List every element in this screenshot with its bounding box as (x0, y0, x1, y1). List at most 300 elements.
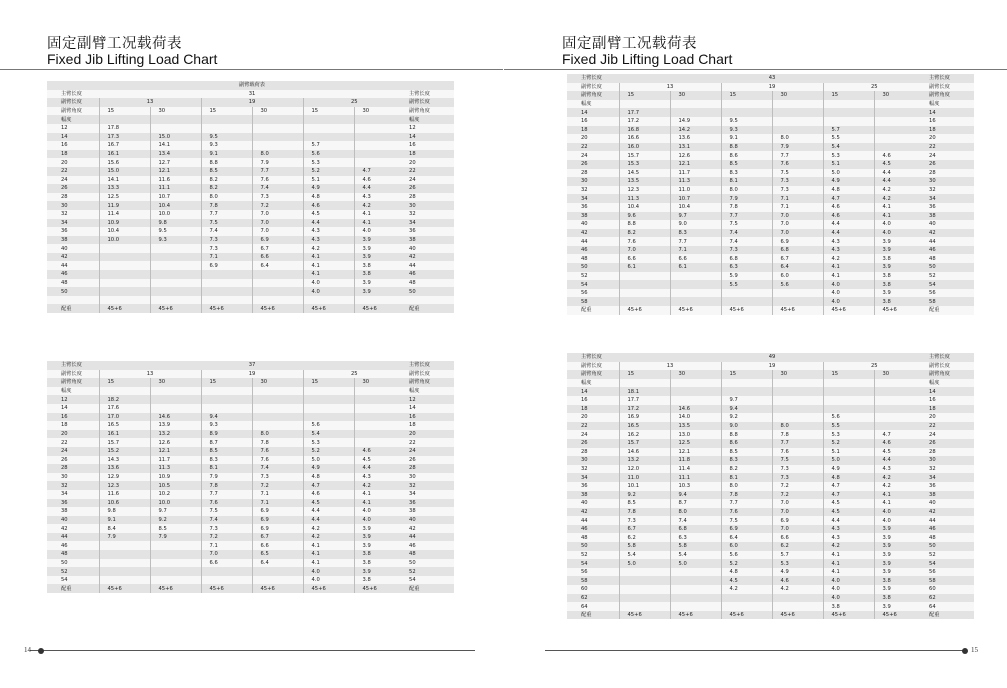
table-row (567, 551, 974, 560)
load-value: 9.6 (619, 212, 670, 221)
counterweight-value: 45+6 (354, 304, 405, 313)
load-value (354, 124, 405, 133)
table-row (567, 263, 974, 272)
radius-value: 18 (567, 126, 619, 135)
counterweight-value: 45+6 (823, 611, 874, 620)
empty-cell (354, 115, 405, 124)
load-value: 11.1 (150, 184, 201, 193)
load-value (303, 404, 354, 413)
table-row (47, 184, 454, 193)
load-value: 17.3 (99, 133, 150, 142)
load-value: 4.7 (823, 194, 874, 203)
load-value: 4.1 (823, 272, 874, 281)
radius-label: 幅度 (47, 387, 99, 396)
load-value: 4.0 (874, 516, 925, 525)
load-value (354, 141, 405, 150)
load-value (823, 108, 874, 117)
load-value (670, 387, 721, 396)
jib-length-value: 25 (823, 83, 925, 92)
radius-value: 20 (567, 134, 619, 143)
load-value (874, 387, 925, 396)
load-value: 5.1 (823, 448, 874, 457)
radius-value: 60 (567, 585, 619, 594)
radius-value: 14 (567, 108, 619, 117)
load-value: 9.2 (721, 413, 772, 422)
main-boom-length-label: 主臂长度 (405, 361, 454, 370)
load-value (670, 289, 721, 298)
table-row (567, 542, 974, 551)
load-value: 5.7 (823, 126, 874, 135)
load-value: 4.6 (354, 176, 405, 185)
load-value: 11.6 (99, 490, 150, 499)
jib-angle-value: 30 (874, 91, 925, 100)
radius-label: 幅度 (567, 100, 619, 109)
radius-value: 18 (47, 421, 99, 430)
empty-cell (874, 379, 925, 388)
load-value: 4.1 (823, 568, 874, 577)
radius-label: 幅度 (405, 115, 454, 124)
load-chart-table-boom-31 (47, 81, 454, 313)
radius-value: 30 (925, 456, 974, 465)
radius-header-row (47, 387, 454, 396)
jib-angle-value: 15 (619, 91, 670, 100)
load-value: 7.6 (252, 176, 303, 185)
radius-value: 24 (567, 151, 619, 160)
load-value: 4.1 (874, 499, 925, 508)
load-value: 5.4 (823, 143, 874, 152)
load-value: 7.9 (99, 533, 150, 542)
radius-value: 20 (405, 158, 454, 167)
radius-value: 18 (47, 150, 99, 159)
load-value: 9.7 (721, 396, 772, 405)
load-value: 8.6 (721, 151, 772, 160)
jib-angle-value: 15 (721, 91, 772, 100)
load-value: 4.7 (823, 491, 874, 500)
radius-value: 14 (405, 133, 454, 142)
radius-value: 56 (567, 568, 619, 577)
load-value (150, 279, 201, 288)
load-value: 7.7 (772, 439, 823, 448)
load-value: 16.1 (99, 150, 150, 159)
load-value: 6.9 (252, 236, 303, 245)
load-value: 13.6 (99, 464, 150, 473)
radius-value: 50 (47, 287, 99, 296)
radius-value: 26 (567, 160, 619, 169)
radius-value: 14 (47, 404, 99, 413)
radius-value: 32 (405, 210, 454, 219)
table-row (47, 244, 454, 253)
radius-header-row (47, 115, 454, 124)
title-divider (504, 69, 1007, 70)
radius-value: 36 (405, 227, 454, 236)
load-value: 12.3 (99, 481, 150, 490)
radius-value: 14 (925, 108, 974, 117)
radius-value: 22 (47, 167, 99, 176)
radius-value: 40 (47, 516, 99, 525)
jib-angle-label: 副臂角度 (567, 370, 619, 379)
load-value: 7.3 (772, 465, 823, 474)
radius-value: 22 (47, 438, 99, 447)
radius-value: 22 (567, 422, 619, 431)
radius-value: 30 (405, 473, 454, 482)
table-row (567, 237, 974, 246)
load-value: 7.3 (721, 246, 772, 255)
load-value: 7.0 (772, 525, 823, 534)
empty-cell (47, 81, 99, 90)
load-value: 5.5 (721, 280, 772, 289)
load-value: 9.2 (619, 491, 670, 500)
load-value: 4.4 (303, 507, 354, 516)
load-value (99, 541, 150, 550)
load-value (99, 550, 150, 559)
load-value (150, 270, 201, 279)
page-title (47, 36, 217, 67)
load-value: 8.3 (670, 229, 721, 238)
table-row (567, 482, 974, 491)
load-value: 3.9 (874, 602, 925, 611)
radius-value: 14 (567, 387, 619, 396)
radius-value: 34 (405, 219, 454, 228)
counterweight-label: 配重 (47, 584, 99, 593)
load-value (670, 594, 721, 603)
jib-angle-label: 副臂角度 (405, 378, 454, 387)
load-value: 8.5 (201, 447, 252, 456)
load-value: 4.0 (874, 508, 925, 517)
table-row (47, 124, 454, 133)
radius-value: 32 (47, 481, 99, 490)
radius-value: 48 (925, 254, 974, 263)
load-value: 6.1 (619, 263, 670, 272)
radius-value: 54 (925, 559, 974, 568)
table-row (47, 438, 454, 447)
load-value: 7.0 (252, 227, 303, 236)
load-value (670, 396, 721, 405)
radius-value: 28 (47, 193, 99, 202)
radius-value: 48 (47, 550, 99, 559)
radius-value: 32 (567, 465, 619, 474)
radius-value: 62 (925, 594, 974, 603)
load-value: 7.2 (252, 481, 303, 490)
load-value: 15.7 (619, 439, 670, 448)
load-value: 5.8 (670, 542, 721, 551)
load-value: 11.7 (670, 169, 721, 178)
load-value (721, 297, 772, 306)
table-row (567, 289, 974, 298)
empty-cell (99, 296, 150, 305)
load-value: 7.7 (721, 499, 772, 508)
load-value: 6.2 (619, 533, 670, 542)
load-value: 4.9 (303, 184, 354, 193)
main-boom-length-row (567, 74, 974, 83)
load-value: 7.7 (252, 167, 303, 176)
radius-value: 40 (925, 499, 974, 508)
load-value: 3.9 (354, 541, 405, 550)
radius-value: 24 (47, 176, 99, 185)
table-row (567, 602, 974, 611)
load-value: 4.1 (354, 210, 405, 219)
load-value (150, 541, 201, 550)
load-value: 7.0 (772, 220, 823, 229)
load-value: 6.6 (252, 253, 303, 262)
table-row (567, 525, 974, 534)
load-value (874, 405, 925, 414)
radius-value: 20 (925, 413, 974, 422)
radius-value: 48 (405, 279, 454, 288)
load-value: 3.8 (354, 270, 405, 279)
load-value (721, 387, 772, 396)
table-row (567, 499, 974, 508)
load-value: 5.3 (823, 151, 874, 160)
load-value (874, 126, 925, 135)
load-value: 6.9 (252, 524, 303, 533)
radius-value: 30 (567, 456, 619, 465)
load-value: 4.1 (823, 559, 874, 568)
load-value: 4.5 (823, 499, 874, 508)
table-row (567, 297, 974, 306)
table-row (567, 220, 974, 229)
radius-value: 38 (47, 236, 99, 245)
load-value: 7.3 (772, 473, 823, 482)
table-row (567, 108, 974, 117)
load-value: 6.7 (772, 254, 823, 263)
radius-value: 16 (567, 117, 619, 126)
load-value: 15.0 (99, 167, 150, 176)
load-value (150, 253, 201, 262)
counterweight-row (567, 611, 974, 620)
load-value: 10.7 (670, 194, 721, 203)
load-value: 12.9 (99, 473, 150, 482)
load-value: 7.8 (619, 508, 670, 517)
table-row (47, 210, 454, 219)
load-value (303, 133, 354, 142)
radius-value: 24 (405, 176, 454, 185)
load-value: 16.2 (619, 430, 670, 439)
radius-value: 58 (567, 297, 619, 306)
load-value: 4.2 (874, 473, 925, 482)
load-value: 4.2 (823, 542, 874, 551)
table-row (47, 447, 454, 456)
load-value: 4.0 (354, 507, 405, 516)
load-value (772, 396, 823, 405)
radius-value: 20 (47, 158, 99, 167)
load-value: 6.3 (670, 533, 721, 542)
radius-value: 58 (567, 576, 619, 585)
radius-value: 16 (405, 413, 454, 422)
radius-header-row (567, 100, 974, 109)
load-value: 12.7 (150, 158, 201, 167)
load-value: 9.3 (201, 141, 252, 150)
load-value: 4.2 (303, 244, 354, 253)
load-value: 13.5 (670, 422, 721, 431)
load-value: 8.9 (201, 430, 252, 439)
radius-value: 42 (567, 508, 619, 517)
table-row (567, 448, 974, 457)
table-row (567, 430, 974, 439)
load-value: 14.3 (99, 456, 150, 465)
load-value (772, 594, 823, 603)
load-value: 7.7 (670, 237, 721, 246)
jib-angle-label: 副臂角度 (925, 370, 974, 379)
radius-value: 48 (925, 533, 974, 542)
counterweight-value: 45+6 (823, 306, 874, 315)
load-value: 7.4 (201, 227, 252, 236)
load-value: 4.9 (303, 464, 354, 473)
radius-value: 40 (567, 499, 619, 508)
load-value: 11.3 (670, 177, 721, 186)
table-row (47, 193, 454, 202)
load-value: 14.1 (150, 141, 201, 150)
load-value: 8.6 (721, 439, 772, 448)
load-value: 15.7 (619, 151, 670, 160)
radius-value: 16 (925, 117, 974, 126)
radius-value: 26 (567, 439, 619, 448)
load-value: 6.4 (252, 559, 303, 568)
load-value: 5.6 (823, 413, 874, 422)
load-value (772, 387, 823, 396)
counterweight-value: 45+6 (150, 304, 201, 313)
radius-value: 46 (925, 525, 974, 534)
load-value: 7.0 (619, 246, 670, 255)
load-value: 3.8 (354, 261, 405, 270)
radius-value: 12 (47, 124, 99, 133)
load-value: 4.0 (823, 289, 874, 298)
load-value: 3.9 (874, 289, 925, 298)
load-value: 5.0 (823, 456, 874, 465)
load-value: 6.6 (772, 533, 823, 542)
load-value (99, 287, 150, 296)
table-row (47, 158, 454, 167)
load-value: 9.3 (150, 236, 201, 245)
load-value: 6.9 (721, 525, 772, 534)
load-value: 3.9 (354, 524, 405, 533)
load-value (772, 289, 823, 298)
counterweight-label: 配重 (405, 304, 454, 313)
load-value: 8.3 (721, 456, 772, 465)
load-value: 6.8 (721, 254, 772, 263)
load-value (150, 244, 201, 253)
load-value: 13.5 (619, 177, 670, 186)
table-row (47, 524, 454, 533)
load-value: 6.4 (252, 261, 303, 270)
load-value (721, 594, 772, 603)
table-row (47, 261, 454, 270)
load-value: 3.9 (354, 567, 405, 576)
load-value: 6.6 (619, 254, 670, 263)
jib-length-label: 副臂长度 (567, 362, 619, 371)
load-value: 5.3 (303, 438, 354, 447)
load-value: 4.5 (354, 456, 405, 465)
counterweight-value: 45+6 (874, 611, 925, 620)
radius-value: 56 (925, 289, 974, 298)
load-chart-table-boom-37 (47, 361, 454, 593)
load-value (619, 594, 670, 603)
load-value: 7.1 (670, 246, 721, 255)
load-value: 7.6 (772, 448, 823, 457)
radius-value: 46 (567, 246, 619, 255)
radius-value: 52 (567, 551, 619, 560)
counterweight-value: 45+6 (619, 306, 670, 315)
radius-value: 34 (567, 473, 619, 482)
table-row (47, 473, 454, 482)
radius-value: 44 (925, 237, 974, 246)
load-value: 12.1 (150, 167, 201, 176)
load-value: 3.9 (354, 236, 405, 245)
load-value (619, 576, 670, 585)
load-value: 8.8 (619, 220, 670, 229)
main-boom-length-label: 主臂长度 (567, 353, 619, 362)
radius-value: 42 (925, 229, 974, 238)
table-row (567, 194, 974, 203)
jib-length-value: 13 (619, 362, 721, 371)
radius-value: 18 (405, 421, 454, 430)
load-value: 13.0 (670, 430, 721, 439)
radius-value: 62 (567, 594, 619, 603)
radius-value: 52 (47, 567, 99, 576)
main-boom-length-row (47, 361, 454, 370)
load-value (823, 387, 874, 396)
radius-value: 20 (567, 413, 619, 422)
jib-angle-label: 副臂角度 (47, 107, 99, 116)
empty-cell (150, 115, 201, 124)
table-row (47, 287, 454, 296)
load-value: 10.9 (99, 219, 150, 228)
radius-value: 20 (47, 430, 99, 439)
counterweight-value: 45+6 (874, 306, 925, 315)
load-value: 4.0 (823, 585, 874, 594)
load-value: 4.2 (874, 482, 925, 491)
radius-value: 44 (405, 261, 454, 270)
load-value: 12.6 (150, 438, 201, 447)
radius-value: 42 (925, 508, 974, 517)
table-row (567, 117, 974, 126)
load-value (354, 413, 405, 422)
radius-value: 22 (405, 167, 454, 176)
table-row (47, 430, 454, 439)
load-value: 10.0 (150, 210, 201, 219)
load-value: 4.8 (823, 473, 874, 482)
load-value: 4.6 (354, 447, 405, 456)
load-value: 9.3 (201, 421, 252, 430)
load-value: 4.4 (874, 177, 925, 186)
main-boom-length-value: 31 (99, 90, 405, 99)
load-value: 4.8 (823, 186, 874, 195)
load-value: 18.2 (99, 395, 150, 404)
jib-angle-value: 15 (303, 107, 354, 116)
load-value: 4.4 (303, 219, 354, 228)
load-value: 4.5 (874, 448, 925, 457)
load-value: 4.0 (354, 227, 405, 236)
load-value (252, 124, 303, 133)
counterweight-value: 45+6 (252, 304, 303, 313)
load-value (619, 568, 670, 577)
load-value (874, 422, 925, 431)
load-value: 4.3 (874, 465, 925, 474)
radius-value: 22 (925, 422, 974, 431)
load-value: 7.8 (201, 201, 252, 210)
load-value: 7.6 (201, 499, 252, 508)
empty-cell (252, 115, 303, 124)
load-value: 11.1 (670, 473, 721, 482)
load-value: 9.4 (721, 405, 772, 414)
radius-value: 16 (567, 396, 619, 405)
counterweight-value: 45+6 (619, 611, 670, 620)
table-row (567, 126, 974, 135)
table-row (47, 456, 454, 465)
radius-value: 46 (47, 541, 99, 550)
load-value (670, 272, 721, 281)
load-value (772, 297, 823, 306)
load-value: 16.9 (619, 413, 670, 422)
